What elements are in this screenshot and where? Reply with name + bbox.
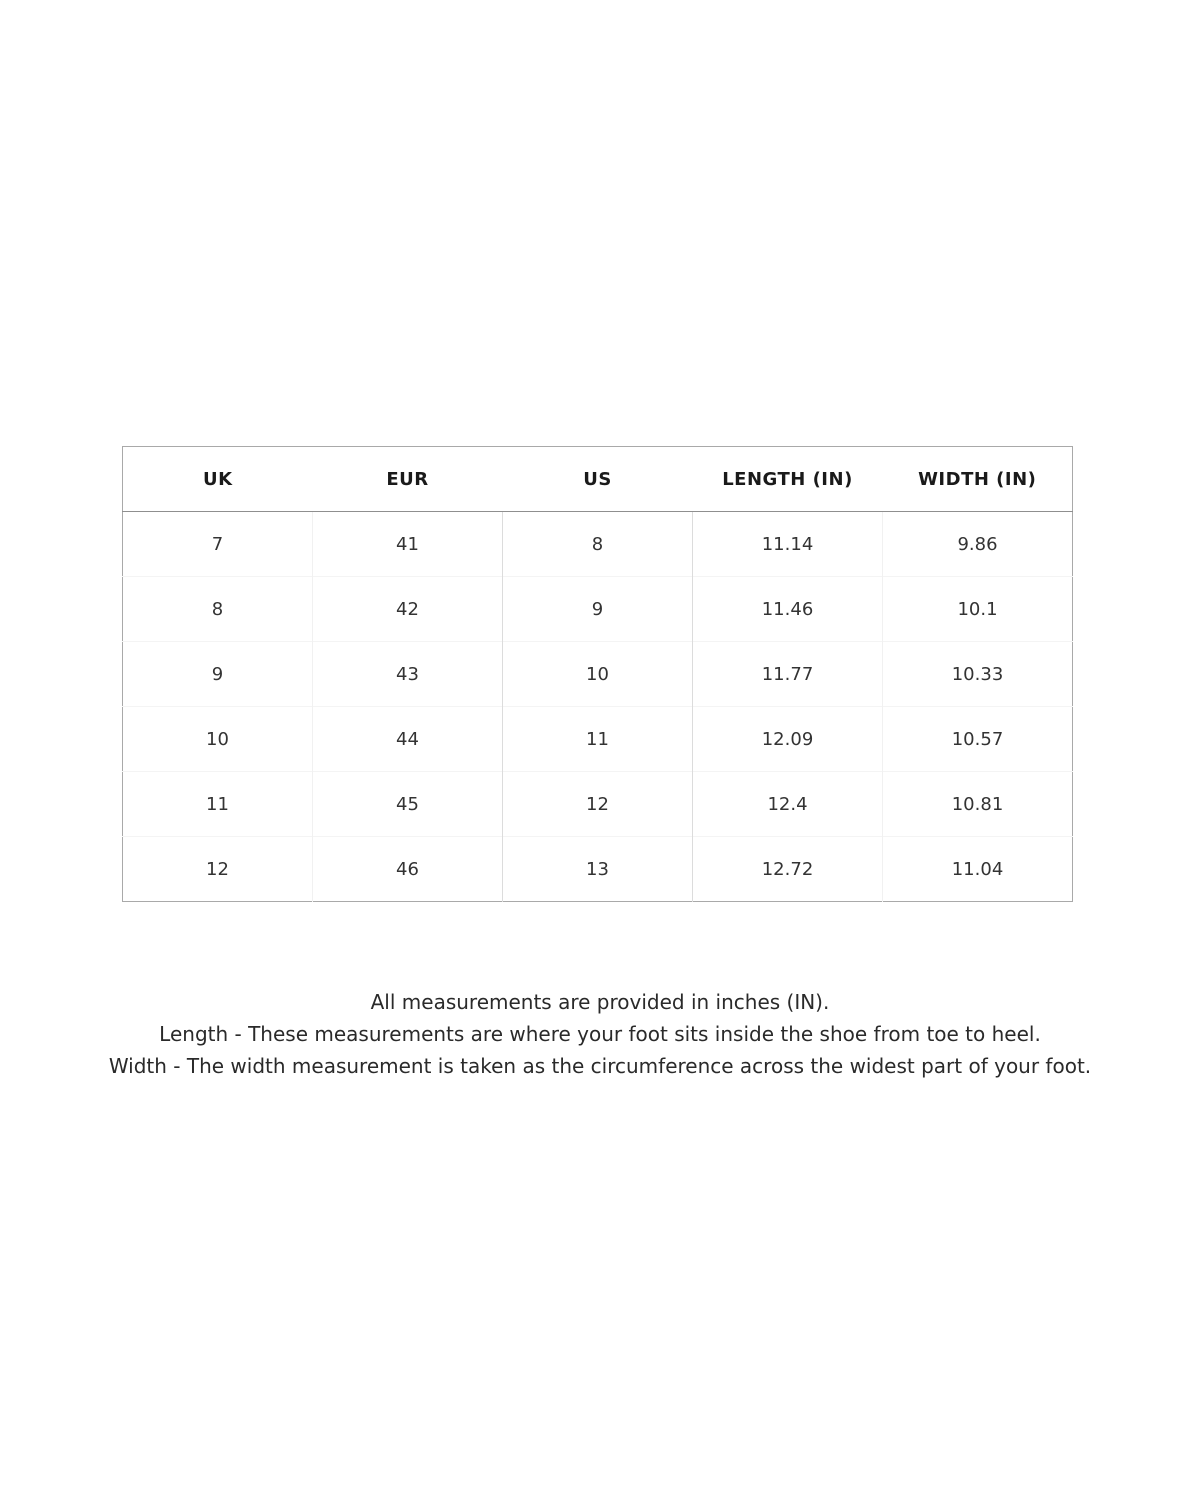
note-length: Length - These measurements are where your foot sits inside the shoe from toe to heel.	[159, 1022, 1041, 1046]
cell-eur: 42	[313, 577, 503, 642]
cell-eur: 43	[313, 642, 503, 707]
cell-length: 12.4	[693, 772, 883, 837]
cell-us: 10	[503, 642, 693, 707]
table-header-row	[123, 447, 1073, 512]
cell-uk: 7	[123, 512, 313, 577]
cell-uk: 8	[123, 577, 313, 642]
cell-uk: 12	[123, 837, 313, 902]
cell-us: 13	[503, 837, 693, 902]
cell-us: 8	[503, 512, 693, 577]
size-chart-table	[122, 446, 1073, 902]
cell-width: 10.57	[883, 707, 1073, 772]
cell-length: 11.77	[693, 642, 883, 707]
table-row	[123, 837, 1073, 902]
cell-us: 11	[503, 707, 693, 772]
cell-uk: 10	[123, 707, 313, 772]
cell-uk: 9	[123, 642, 313, 707]
cell-uk: 11	[123, 772, 313, 837]
cell-width: 9.86	[883, 512, 1073, 577]
cell-width: 10.1	[883, 577, 1073, 642]
column-header-uk: UK	[123, 447, 313, 512]
cell-length: 12.09	[693, 707, 883, 772]
column-header-eur: EUR	[313, 447, 503, 512]
column-header-length: LENGTH (IN)	[693, 447, 883, 512]
table-row	[123, 772, 1073, 837]
cell-eur: 46	[313, 837, 503, 902]
cell-length: 11.46	[693, 577, 883, 642]
table-row	[123, 707, 1073, 772]
cell-eur: 45	[313, 772, 503, 837]
cell-width: 11.04	[883, 837, 1073, 902]
measurement-notes	[0, 986, 1200, 1082]
cell-width: 10.33	[883, 642, 1073, 707]
cell-eur: 44	[313, 707, 503, 772]
cell-length: 12.72	[693, 837, 883, 902]
cell-length: 11.14	[693, 512, 883, 577]
cell-us: 9	[503, 577, 693, 642]
table-row	[123, 512, 1073, 577]
cell-width: 10.81	[883, 772, 1073, 837]
note-width: Width - The width measurement is taken as the circumference across the widest part of your foot.	[108, 1054, 1092, 1078]
table-row	[123, 642, 1073, 707]
column-header-width: WIDTH (IN)	[883, 447, 1073, 512]
cell-eur: 41	[313, 512, 503, 577]
column-header-us: US	[503, 447, 693, 512]
note-units: All measurements are provided in inches (IN).	[370, 990, 830, 1014]
table-row	[123, 577, 1073, 642]
cell-us: 12	[503, 772, 693, 837]
